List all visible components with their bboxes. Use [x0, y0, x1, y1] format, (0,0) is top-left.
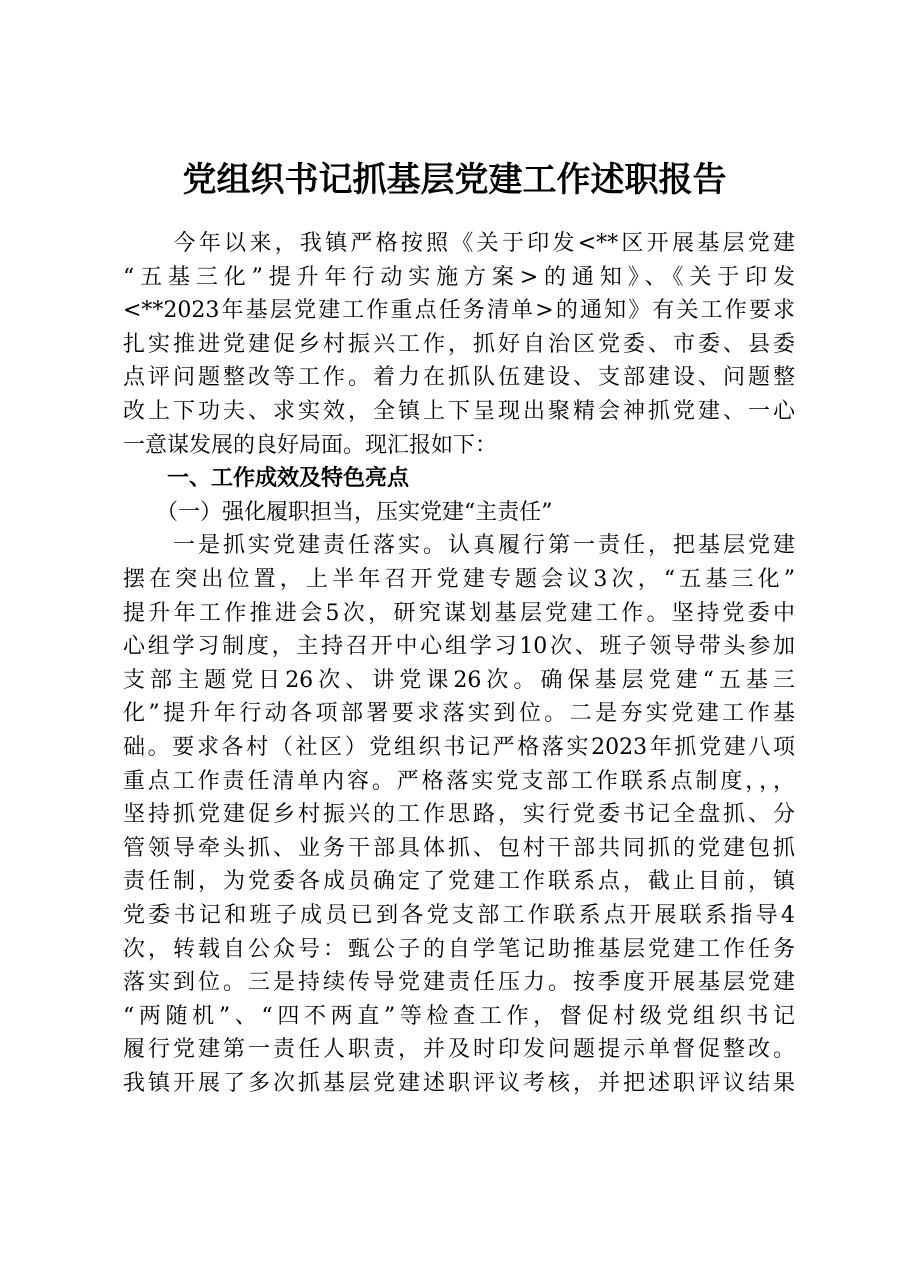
paragraph-line: 坚持抓党建促乡村振兴的工作思路，实行党委书记全盘抓、分 [123, 802, 795, 828]
paragraph-line: （一）强化履职担当，压实党建“主责任” [123, 499, 553, 525]
paragraph-line: 履行党建第一责任人职责，并及时印发问题提示单督促整改。 [123, 1037, 795, 1063]
paragraph-line: 支部主题党日26次、讲党课26次。确保基层党建“五基三 [123, 667, 795, 693]
paragraph-line: 一意谋发展的良好局面。现汇报如下： [123, 432, 498, 458]
paragraph-line: 心组学习制度，主持召开中心组学习10次、班子领导带头参加 [123, 634, 795, 660]
paragraph-line: 重点工作责任清单内容。严格落实党支部工作联系点制度，，， [123, 768, 795, 794]
paragraph-line: 扎实推进党建促乡村振兴工作，抓好自治区党委、市委、县委 [123, 331, 795, 357]
paragraph-line: 今年以来，我镇严格按照《关于印发<**区开展基层党建 [123, 231, 795, 256]
section-heading: 一、工作成效及特色亮点 [123, 466, 410, 492]
paragraph-line: 化”提升年行动各项部署要求落实到位。二是夯实党建工作基 [123, 701, 795, 727]
paragraph-line: <**2023年基层党建工作重点任务清单>的通知》有关工作要求 [123, 298, 795, 324]
paragraph-line: 改上下功夫、求实效，全镇上下呈现出聚精会神抓党建、一心 [123, 399, 795, 424]
paragraph-line: 次，转载自公众号：甄公子的自学笔记助推基层党建工作任务 [123, 936, 795, 962]
paragraph-line: 提升年工作推进会5次，研究谋划基层党建工作。坚持党委中 [123, 600, 795, 626]
document-title: 党组织书记抓基层党建工作述职报告 [182, 160, 727, 200]
paragraph-line: 摆在突出位置，上半年召开党建专题会议3次，“五基三化” [123, 567, 795, 592]
paragraph-line: 责任制，为党委各成员确定了党建工作联系点，截止目前，镇 [123, 869, 795, 895]
paragraph-line: 一是抓实党建责任落实。认真履行第一责任，把基层党建 [123, 533, 795, 559]
paragraph-line: 我镇开展了多次抓基层党建述职评议考核，并把述职评议结果 [123, 1071, 795, 1096]
paragraph-line: 础。要求各村（社区）党组织书记严格落实2023年抓党建八项 [123, 735, 795, 760]
paragraph-line: 党委书记和班子成员已到各党支部工作联系点开展联系指导4 [123, 903, 795, 928]
paragraph-line: 点评问题整改等工作。着力在抓队伍建设、支部建设、问题整 [123, 365, 795, 391]
paragraph-line: “两随机”、“四不两直”等检查工作，督促村级党组织书记 [123, 1003, 795, 1029]
paragraph-line: “五基三化”提升年行动实施方案>的通知》、《关于印发 [123, 264, 795, 290]
paragraph-line: 落实到位。三是持续传导党建责任压力。按季度开展基层党建 [123, 970, 795, 996]
paragraph-line: 管领导牵头抓、业务干部具体抓、包村干部共同抓的党建包抓 [123, 835, 795, 861]
